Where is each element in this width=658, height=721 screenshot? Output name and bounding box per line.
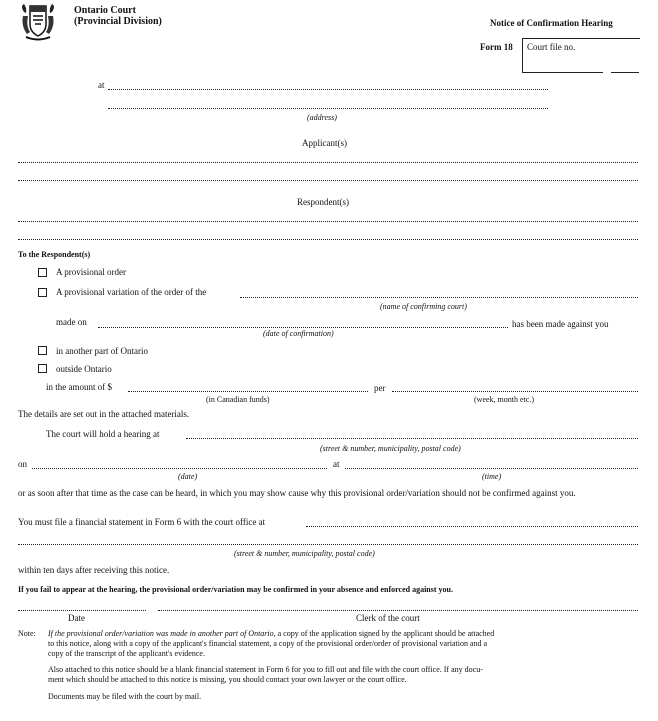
warning-text: If you fail to appear at the hearing, the provisional order/variation may be confirmed in your absence and enforced against you. (18, 585, 453, 594)
to-respondent-heading: To the Respondent(s) (18, 250, 91, 259)
court-address-field[interactable] (108, 108, 548, 109)
court-office-field-2[interactable] (18, 544, 638, 545)
period-field[interactable] (392, 391, 638, 392)
clerk-label: Clerk of the court (356, 613, 420, 623)
provisional-variation-label: A provisional variation of the order of the (56, 287, 207, 297)
form-title: Notice of Confirmation Hearing (490, 18, 613, 28)
clerk-signature-line[interactable] (158, 610, 638, 611)
respondent-field-2[interactable] (18, 239, 638, 240)
per-label: per (374, 383, 386, 393)
note-italic-part: If the provisional order/variation was made in another part of Ontario, (48, 629, 276, 638)
court-location-field[interactable] (108, 89, 548, 90)
on-label: on (18, 459, 27, 469)
applicant-field-1[interactable] (18, 162, 638, 163)
court-office-field-1[interactable] (306, 526, 638, 527)
hearing-location-field[interactable] (186, 438, 638, 439)
applicant-label: Applicant(s) (302, 138, 347, 148)
ten-days-text: within ten days after receiving this notice. (18, 565, 170, 575)
note-paragraph-1-line-1 (48, 630, 494, 638)
note-paragraph-1-line-3: copy of the transcript of the applicant's evidence. (48, 649, 205, 658)
provisional-order-label: A provisional order (56, 267, 126, 277)
week-month-caption: (week, month etc.) (474, 395, 534, 404)
another-part-checkbox[interactable] (38, 346, 47, 355)
court-file-label: Court file no. (527, 42, 576, 52)
hearing-date-field[interactable] (32, 468, 327, 469)
court-file-number-line[interactable] (611, 72, 639, 73)
has-been-made-label: has been made against you (512, 319, 609, 329)
date-of-confirmation-field[interactable] (98, 327, 508, 328)
another-part-label: in another part of Ontario (56, 346, 148, 356)
made-on-label: made on (56, 317, 87, 327)
confirming-court-field[interactable] (240, 297, 638, 298)
court-name: Ontario Court (74, 5, 136, 16)
court-division: (Provincial Division) (74, 16, 162, 27)
address-caption: (address) (307, 113, 337, 122)
hearing-text: The court will hold a hearing at (46, 429, 160, 439)
amount-field[interactable] (128, 391, 368, 392)
note-label: Note: (18, 629, 36, 638)
outside-ontario-label: outside Ontario (56, 364, 112, 374)
street-caption-office: (street & number, municipality, postal code) (234, 549, 375, 558)
details-text: The details are set out in the attached materials. (18, 409, 190, 419)
provisional-order-checkbox[interactable] (38, 268, 47, 277)
show-cause-text: or as soon after that time as the case can be heard, in which you may show cause why this provisional order/variation should not be confirmed against you. (18, 488, 576, 498)
outside-ontario-checkbox[interactable] (38, 364, 47, 373)
note-paragraph-1-line-2: to this notice, along with a copy of the applicant's financial statement, a copy of the provisional order/order of provisional variation and a (48, 639, 488, 648)
respondent-field-1[interactable] (18, 221, 638, 222)
time-caption: (time) (482, 472, 502, 481)
note-paragraph-2-line-2: ment which should be attached to this notice is missing, you should contact your own lawyer or the court office. (48, 675, 407, 684)
applicant-field-2[interactable] (18, 180, 638, 181)
note-paragraph-2-line-1: Also attached to this notice should be a blank financial statement in Form 6 for you to fill out and file with the court office. If any docu- (48, 665, 483, 674)
amount-label: in the amount of $ (46, 382, 112, 392)
at-label: at (98, 80, 105, 90)
hearing-time-field[interactable] (345, 468, 638, 469)
respondent-label: Respondent(s) (297, 197, 349, 207)
street-caption-hearing: (street & number, municipality, postal code) (320, 444, 461, 453)
date-of-confirmation-caption: (date of confirmation) (263, 329, 334, 338)
date-caption: (date) (178, 472, 198, 481)
note-rest-part: a copy of the application signed by the applicant should be attached (277, 629, 495, 638)
form-number: Form 18 (480, 42, 513, 52)
note-paragraph-3: Documents may be filed with the court by mail. (48, 692, 202, 701)
date-label: Date (68, 613, 85, 623)
provisional-variation-checkbox[interactable] (38, 288, 47, 297)
confirming-court-caption: (name of confirming court) (380, 302, 467, 311)
canadian-funds-caption: (in Canadian funds) (206, 395, 270, 404)
ontario-coat-of-arms-logo (18, 2, 58, 42)
at-time-label: at (333, 459, 340, 469)
date-signature-line[interactable] (18, 610, 146, 611)
financial-statement-text: You must file a financial statement in Form 6 with the court office at (18, 517, 266, 527)
